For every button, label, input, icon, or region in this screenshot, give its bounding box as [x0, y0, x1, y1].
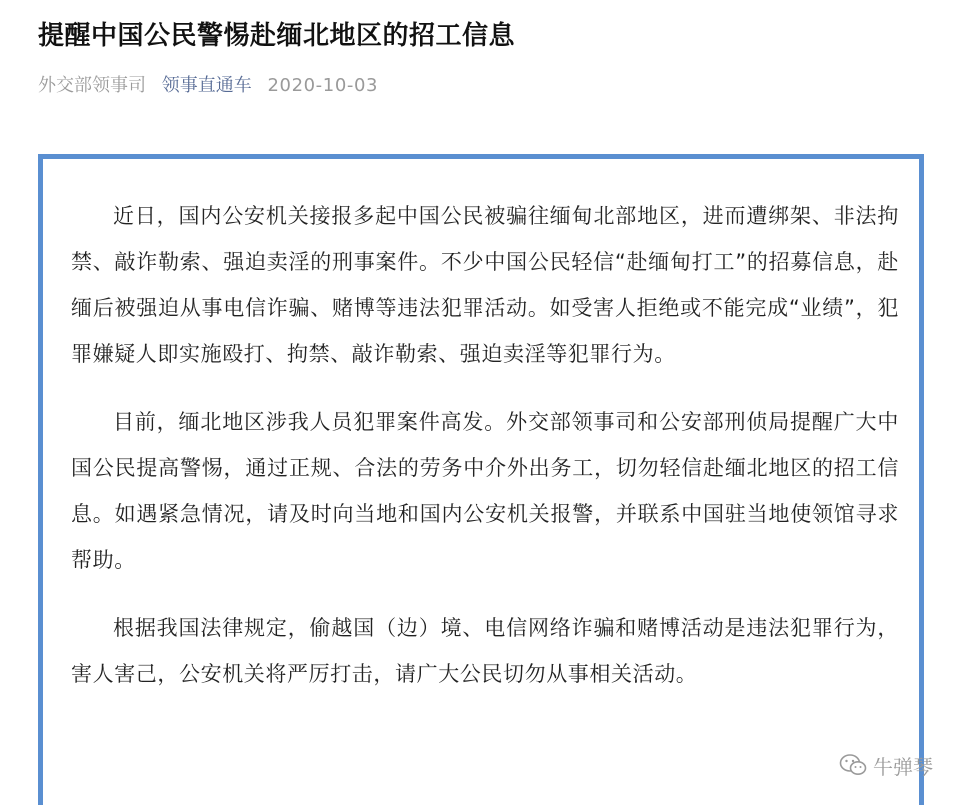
article-meta [38, 72, 388, 100]
paragraph-2: 目前，缅北地区涉我人员犯罪案件高发。外交部领事司和公安部刑侦局提醒广大中国公民提高警惕，通过正规、合法的劳务中介外出务工，切勿轻信赴缅北地区的招工信息。如遇紧急情况，请及时向当地和国内公安机关报警，并联系中国驻当地使领馆寻求帮助。 [71, 410, 899, 572]
paragraph-3: 根据我国法律规定，偷越国（边）境、电信网络诈骗和赌博活动是违法犯罪行为，害人害己，公安机关将严厉打击，请广大公民切勿从事相关活动。 [71, 616, 899, 686]
watermark [839, 748, 933, 782]
paragraph-1: 近日，国内公安机关接报多起中国公民被骗往缅甸北部地区，进而遭绑架、非法拘禁、敲诈勒索、强迫卖淫的刑事案件。不少中国公民轻信“赴缅甸打工”的招募信息，赴缅后被强迫从事电信诈骗、赌博等违法犯罪活动。如受害人拒绝或不能完成“业绩”，犯罪嫌疑人即实施殴打、拘禁、敲诈勒索、强迫卖淫等犯罪行为。 [71, 204, 899, 366]
article-body [71, 193, 899, 719]
account-name-link[interactable]: 领事直通车 [161, 75, 252, 96]
watermark-text: 牛弹琴 [873, 754, 933, 779]
article-content-box [38, 154, 924, 805]
article-source: 外交部领事司 [38, 75, 146, 96]
article-title: 提醒中国公民警惕赴缅北地区的招工信息 [38, 21, 516, 51]
publish-date: 2020-10-03 [267, 75, 379, 96]
wechat-icon [839, 753, 867, 777]
